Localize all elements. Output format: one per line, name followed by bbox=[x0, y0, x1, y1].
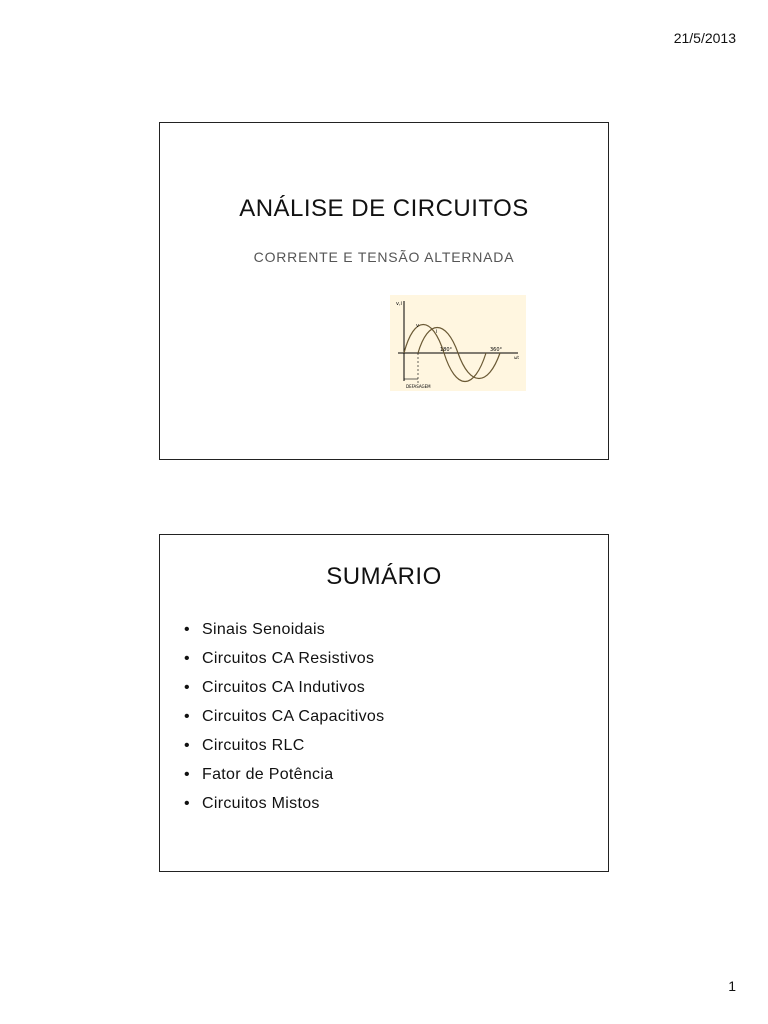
slide-title-heading: ANÁLISE DE CIRCUITOS bbox=[239, 195, 529, 222]
slide-subtitle: CORRENTE E TENSÃO ALTERNADA bbox=[253, 249, 515, 265]
list-item: • Circuitos RLC bbox=[184, 731, 384, 760]
slide-title bbox=[159, 122, 609, 460]
page-date: 21/5/2013 bbox=[673, 30, 736, 46]
list-item: • Circuitos CA Capacitivos bbox=[184, 702, 384, 731]
figure-label-vi: v,i bbox=[396, 301, 402, 307]
figure-label-180: 180° bbox=[440, 347, 453, 353]
figure-label-i: i bbox=[436, 329, 438, 335]
sine-wave-phase-figure bbox=[390, 295, 526, 391]
figure-label-defasagem: DEFASAGEM bbox=[406, 384, 431, 389]
figure-label-360: 360° bbox=[490, 347, 503, 353]
figure-label-v: v bbox=[416, 323, 419, 329]
list-item: • Fator de Potência bbox=[184, 760, 384, 789]
list-item: • Circuitos CA Resistivos bbox=[184, 644, 384, 673]
figure-label-wt: ωt bbox=[514, 355, 519, 360]
summary-heading: SUMÁRIO bbox=[326, 563, 442, 590]
slide-summary bbox=[159, 534, 609, 872]
summary-list bbox=[184, 615, 384, 818]
list-item: • Circuitos CA Indutivos bbox=[184, 673, 384, 702]
list-item: • Sinais Senoidais bbox=[184, 615, 384, 644]
list-item: • Circuitos Mistos bbox=[184, 789, 384, 818]
page-number: 1 bbox=[728, 978, 736, 994]
sine-wave-graphic bbox=[390, 295, 526, 391]
